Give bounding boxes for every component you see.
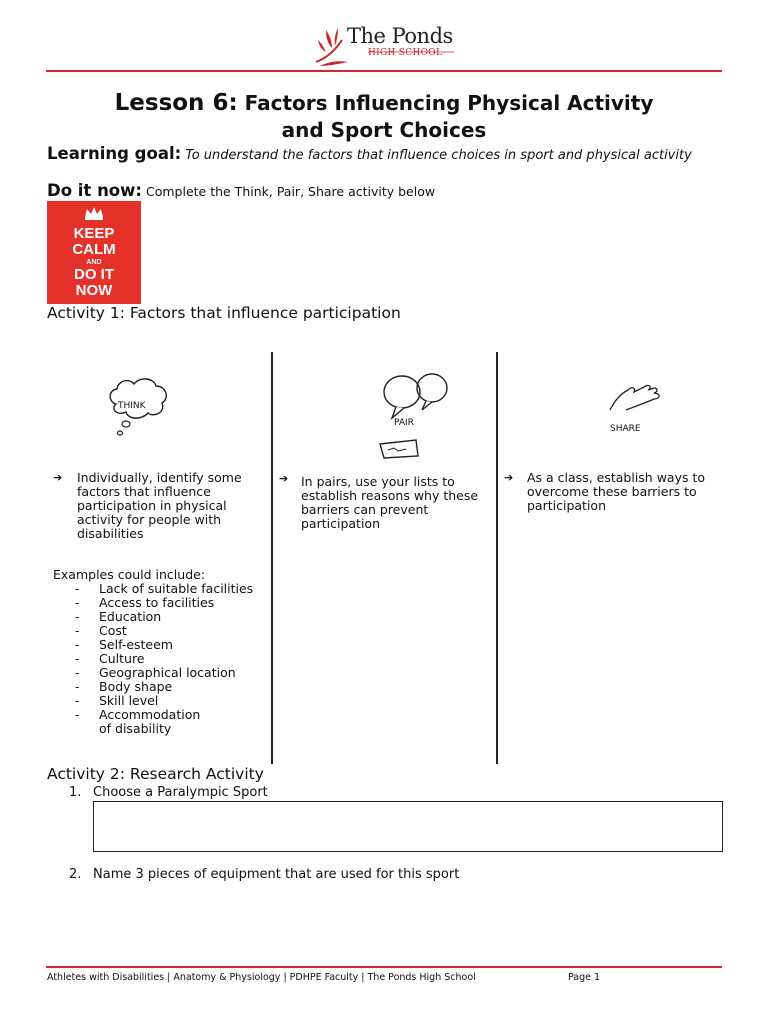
think-instruction xyxy=(53,471,263,541)
pair-speech-icon xyxy=(376,370,452,462)
examples-list xyxy=(53,582,263,736)
poster-calm: CALM xyxy=(72,241,116,258)
question-2-number: 2. xyxy=(69,867,82,882)
title-rest: Factors Influencing Physical Activity xyxy=(244,91,654,115)
list-item: - Self-esteem xyxy=(75,637,173,652)
list-item: - Cost xyxy=(75,623,127,638)
list-item: - Culture xyxy=(75,651,145,666)
share-icon-label: SHARE xyxy=(610,424,641,434)
activity1-heading: Activity 1: Factors that influence participation xyxy=(47,304,401,322)
question-1-text: Choose a Paralympic Sport xyxy=(93,785,268,800)
page-title xyxy=(46,90,722,144)
pair-text: In pairs, use your lists to establish reasons why these barriers can prevent participation xyxy=(301,474,479,531)
column-divider xyxy=(271,352,273,764)
pair-instruction xyxy=(279,472,489,531)
pair-icon-label: PAIR xyxy=(394,418,414,428)
pair-column xyxy=(279,472,489,531)
column-divider xyxy=(496,352,498,764)
logo-school-name: The Ponds xyxy=(347,24,453,48)
learning-goal-label: Learning goal: xyxy=(47,144,182,163)
arrow-right-icon: ➔ xyxy=(279,472,289,485)
share-column xyxy=(504,471,720,513)
title-line2: and Sport Choices xyxy=(281,118,487,142)
think-text: Individually, identify some factors that influence participation in physical activity for people with disabilities xyxy=(77,470,242,541)
page-number: Page 1 xyxy=(568,972,601,983)
question-2-text: Name 3 pieces of equipment that are used for this sport xyxy=(93,867,460,882)
arrow-right-icon: ➔ xyxy=(504,471,514,484)
share-text: As a class, establish ways to overcome these barriers to participation xyxy=(527,470,706,513)
do-it-now-text: Complete the Think, Pair, Share activity below xyxy=(145,184,436,199)
list-item: - Education xyxy=(75,609,162,624)
think-column xyxy=(53,471,263,736)
share-instruction xyxy=(504,471,720,513)
arrow-right-icon: ➔ xyxy=(53,471,63,484)
poster-do-it: DO IT xyxy=(74,266,114,283)
do-it-now-label: Do it now: xyxy=(47,181,142,200)
logo-school-subtitle: HIGH SCHOOL xyxy=(368,48,443,58)
activity2-heading: Activity 2: Research Activity xyxy=(47,765,264,783)
do-it-now xyxy=(47,181,435,200)
poster-now: NOW xyxy=(75,282,113,299)
learning-goal xyxy=(47,146,707,163)
list-item: - Access to facilities xyxy=(75,595,215,610)
learning-goal-text: To understand the factors that influence choices in sport and physical activity xyxy=(185,148,692,163)
footer-text: Athletes with Disabilities | Anatomy & Physiology | PDHPE Faculty | The Ponds High School xyxy=(47,972,476,983)
title-prefix: Lesson 6: xyxy=(114,90,238,116)
think-icon-label: THINK xyxy=(118,401,146,411)
poster-keep: KEEP xyxy=(73,225,115,242)
list-item: - Lack of suitable facilities xyxy=(75,581,254,596)
paralympic-sport-answer-box[interactable] xyxy=(93,801,723,852)
header-divider xyxy=(46,70,722,72)
list-item: - Body shape xyxy=(75,679,173,694)
footer-divider xyxy=(46,966,722,968)
share-hand-icon xyxy=(606,380,666,420)
list-item: - Accommodation of disability xyxy=(75,707,201,736)
keep-calm-poster xyxy=(47,201,141,304)
poster-and: AND xyxy=(86,259,102,266)
list-item: - Skill level xyxy=(75,693,159,708)
list-item: - Geographical location xyxy=(75,665,236,680)
question-1-number: 1. xyxy=(69,785,82,800)
examples-label: Examples could include: xyxy=(53,567,206,582)
crown-icon xyxy=(83,205,105,221)
